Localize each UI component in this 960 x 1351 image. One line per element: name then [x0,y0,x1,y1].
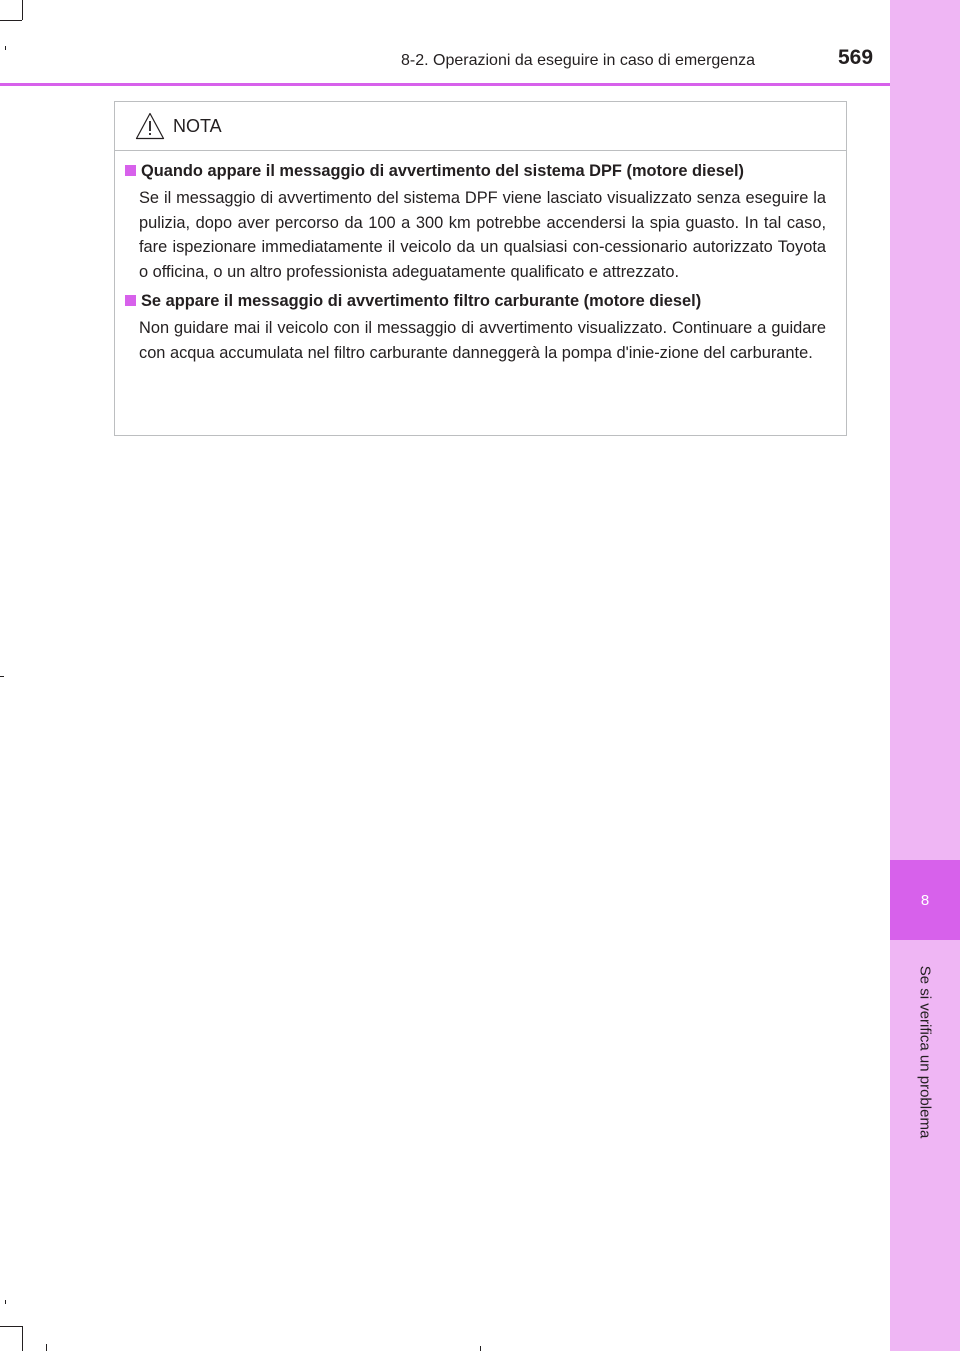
crop-mark [46,1344,47,1351]
square-bullet-icon [125,295,136,306]
square-bullet-icon [125,165,136,176]
crop-mark [480,1346,481,1351]
crop-mark [5,1300,6,1304]
crop-mark [0,676,4,677]
note-item-heading [125,160,826,182]
warning-triangle-icon [135,112,165,140]
note-item-heading-text: Se appare il messaggio di avvertimento filtro carburante (motore diesel) [141,292,702,310]
note-item-heading-text: Quando appare il messaggio di avvertimento del sistema DPF (motore diesel) [141,162,744,180]
note-item [125,290,826,365]
note-separator [115,150,846,151]
note-box [114,101,847,436]
side-tab [890,0,960,1351]
note-body [125,160,826,371]
note-item-text: Se il messaggio di avvertimento del sistema DPF viene lasciato visualizzato senza eseguire la pulizia, dopo aver percorso da 100 a 300 km potrebbe accendersi la spia guasto. In tal caso, fare ispezionare immediatamente il veicolo da un qualsiasi con-cessionario autorizzato Toyota o officina, o un altro professionista adeguatamente qualificato e attrezzato. [139,189,826,281]
crop-mark [0,1326,22,1327]
note-label: NOTA [173,115,222,136]
note-item-heading [125,290,826,312]
crop-mark [22,0,23,20]
crop-mark [0,20,22,21]
note-item-text: Non guidare mai il veicolo con il messaggio di avvertimento visualizzato. Continuare a guidare con acqua accumulata nel filtro carburante danneggerà la pompa d'inie-zione del carburante. [139,319,826,362]
page-number: 569 [838,46,874,69]
chapter-number-tab[interactable] [890,860,960,940]
header-rule [0,83,890,86]
note-header [135,110,222,142]
crop-mark [22,1326,23,1351]
crop-mark [5,46,6,50]
chapter-title: Se si verifica un problema [916,965,934,1139]
chapter-number: 8 [920,891,930,909]
header-section-title: 8-2. Operazioni da eseguire in caso di emergenza [401,52,755,69]
note-item [125,160,826,284]
